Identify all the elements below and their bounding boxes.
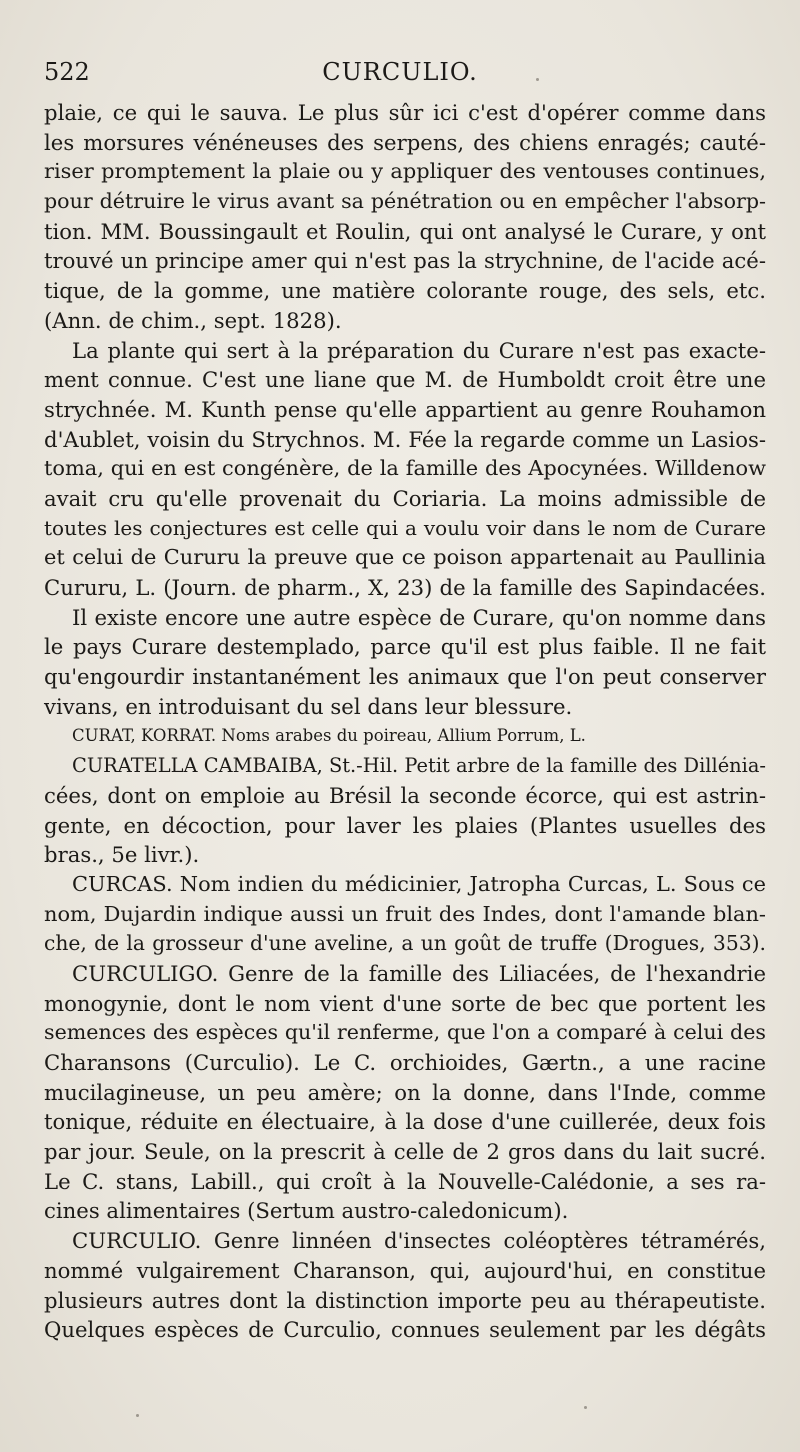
text-line: cées, dont on emploie au Brésil la seconde écorce, qui est astrin- [44, 782, 766, 808]
text-line: semences des espèces qu'il renferme, que l'on a comparé à celui des [44, 1020, 766, 1045]
text-line: CURAT, KORRAT. Noms arabes du poireau, Allium Porrum, L. [72, 726, 586, 746]
text-line: mucilagineuse, un peu amère; on la donne, dans l'Inde, comme [44, 1079, 766, 1105]
text-line: che, de la grosseur d'une aveline, a un goût de truffe (Drogues, 353). [44, 931, 766, 956]
text-line: avait cru qu'elle provenait du Coriaria. La moins admissible de [44, 485, 766, 511]
text-line: Il existe encore une autre espèce de Curare, qu'on nomme dans [72, 604, 766, 630]
ink-speck [136, 1414, 139, 1417]
text-line: Le C. stans, Labill., qui croît à la Nouvelle-Calédonie, a ses ra- [44, 1168, 766, 1194]
text-line: Quelques espèces de Curculio, connues seulement par les dégâts [44, 1317, 766, 1343]
text-line: toutes les conjectures est celle qui a voulu voir dans le nom de Curare [44, 515, 766, 540]
text-line: strychnée. M. Kunth pense qu'elle appartient au genre Rouhamon [44, 396, 766, 422]
text-line: gente, en décoction, pour laver les plaies (Plantes usuelles des [44, 812, 766, 838]
text-line: CURCULIGO. Genre de la famille des Liliacées, de l'hexandrie [72, 960, 766, 986]
text-line: CURCULIO. Genre linnéen d'insectes coléoptères tétramérés, [72, 1228, 766, 1254]
ink-speck [536, 78, 539, 81]
body-text [44, 98, 766, 1345]
text-line: d'Aublet, voisin du Strychnos. M. Fée la regarde comme un Lasios- [44, 426, 766, 452]
text-line: tonique, réduite en électuaire, à la dose d'une cuillerée, deux fois [44, 1109, 766, 1135]
text-line: cines alimentaires (Sertum austro-caledonicum). [44, 1198, 569, 1224]
text-line: CURCAS. Nom indien du médicinier, Jatropha Curcas, L. Sous ce [72, 871, 766, 896]
page-header [44, 58, 756, 92]
text-line: tique, de la gomme, une matière colorante rouge, des sels, etc. [44, 278, 766, 304]
text-line: qu'engourdir instantanément les animaux que l'on peut conserver [44, 664, 766, 690]
text-line: (Ann. de chim., sept. 1828). [44, 307, 342, 333]
text-line: vivans, en introduisant du sel dans leur blessure. [44, 693, 573, 719]
text-line: La plante qui sert à la préparation du Curare n'est pas exacte- [72, 337, 766, 363]
text-line: et celui de Cururu la preuve que ce poison appartenait au Paullinia [44, 545, 766, 570]
text-line: le pays Curare destemplado, parce qu'il est plus faible. Il ne fait [44, 634, 766, 660]
text-line: par jour. Seule, on la prescrit à celle de 2 gros dans du lait sucré. [44, 1139, 766, 1165]
text-line: bras., 5e livr.). [44, 842, 200, 868]
text-line: pour détruire le virus avant sa pénétration ou en empêcher l'absorp- [44, 189, 766, 214]
text-line: tion. MM. Boussingault et Roulin, qui ont analysé le Curare, y ont [44, 218, 766, 244]
text-line: Cururu, L. (Journ. de pharm., X, 23) de la famille des Sapindacées. [44, 575, 766, 600]
text-line: plaie, ce qui le sauva. Le plus sûr ici c'est d'opérer comme dans [44, 100, 766, 125]
text-line: CURATELLA CAMBAIBA, St.-Hil. Petit arbre de la famille des Dilléniа- [72, 754, 766, 778]
text-line: toma, qui en est congénère, de la famille des Apocynées. Willdenow [44, 456, 766, 481]
page-number: 522 [44, 58, 90, 86]
text-line: trouvé un principe amer qui n'est pas la strychnine, de l'acide acé- [44, 248, 766, 274]
text-line: plusieurs autres dont la distinction importe peu au thérapeutiste. [44, 1287, 766, 1313]
text-line: monogynie, dont le nom vient d'une sorte de bec que portent les [44, 990, 766, 1016]
text-line: les morsures vénéneuses des serpens, des chiens enragés; cauté- [44, 129, 766, 155]
text-line: nom, Dujardin indique aussi un fruit des Indes, dont l'amande blan- [44, 901, 766, 926]
text-line: ment connue. C'est une liane que M. de Humboldt croit être une [44, 367, 766, 393]
text-line: riser promptement la plaie ou y appliquer des ventouses continues, [44, 159, 766, 184]
running-head: CURCULIO. [322, 58, 478, 86]
text-line: nommé vulgairement Charanson, qui, aujourd'hui, en constitue [44, 1257, 766, 1283]
text-line: Charansons (Curculio). Le C. orchioides, Gærtn., a une racine [44, 1050, 766, 1075]
ink-speck [584, 1406, 587, 1409]
